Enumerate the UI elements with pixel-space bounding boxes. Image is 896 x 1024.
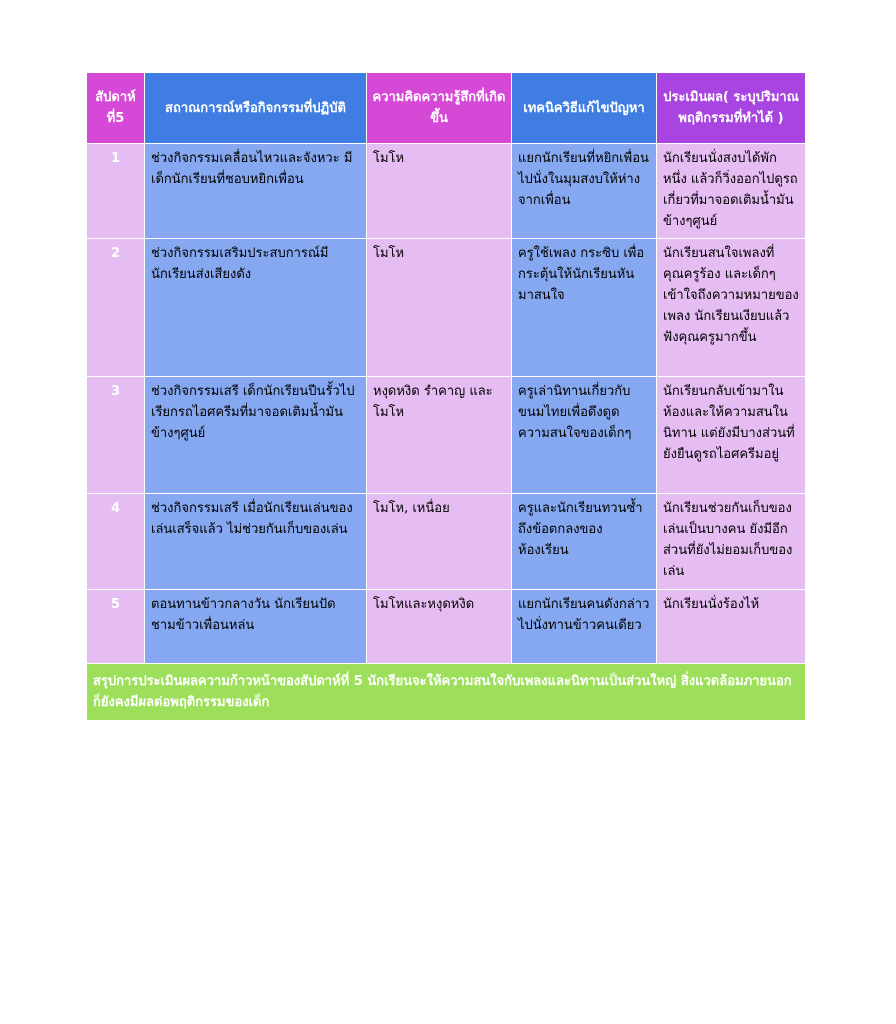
- technique-cell: แยกนักเรียนคนดังกล่าวไปนั่งทานข้าวคนเดียว: [512, 590, 657, 664]
- header-feeling: ความคิดความรู้สึกที่เกิดขึ้น: [367, 73, 512, 144]
- evaluation-cell: นักเรียนกลับเข้ามาในห้องและให้ความสนในนิทาน แต่ยังมีบางส่วนที่ยังยืนดูรถไอศครีมอยู่: [657, 377, 806, 494]
- technique-cell: ครูเล่านิทานเกี่ยวกับขนมไทยเพื่อดึงดูดความสนใจของเด็กๆ: [512, 377, 657, 494]
- feeling-cell: โมโหและหงุดหงิด: [367, 590, 512, 664]
- week-number: 3: [87, 377, 145, 494]
- situation-cell: ช่วงกิจกรรมเสรี เมื่อนักเรียนเล่นของเล่นเสร็จแล้ว ไม่ช่วยกันเก็บของเล่น: [145, 494, 367, 590]
- feeling-cell: โมโห, เหนื่อย: [367, 494, 512, 590]
- technique-cell: ครูใช้เพลง กระซิบ เพื่อกระตุ้นให้นักเรียนหันมาสนใจ: [512, 239, 657, 377]
- weekly-report-table: [86, 72, 806, 721]
- evaluation-cell: นักเรียนนั่งร้องไห้: [657, 590, 806, 664]
- weekly-report-sheet: [86, 72, 805, 721]
- situation-cell: ตอนทานข้าวกลางวัน นักเรียนปัดชามข้าวเพื่อนหล่น: [145, 590, 367, 664]
- table-row: [87, 377, 806, 494]
- table-row: [87, 144, 806, 239]
- week-number: 5: [87, 590, 145, 664]
- technique-cell: ครูและนักเรียนทวนซ้ำถึงข้อตกลงของห้องเรียน: [512, 494, 657, 590]
- feeling-cell: หงุดหงิด รำคาญ และโมโห: [367, 377, 512, 494]
- technique-cell: แยกนักเรียนที่หยิกเพื่อนไปนั่งในมุมสงบให้ห่างจากเพื่อน: [512, 144, 657, 239]
- table-row: [87, 590, 806, 664]
- summary-text: สรุปการประเมินผลความก้าวหน้าของสัปดาห์ที่ 5 นักเรียนจะให้ความสนใจกับเพลงและนิทานเป็นส่วนใหญ่ สิ่งแวดล้อมภายนอกก็ยังคงมีผลต่อพฤติกรรมของเด็ก: [87, 664, 806, 721]
- situation-cell: ช่วงกิจกรรมเคลื่อนไหวและจังหวะ มีเด็กนักเรียนที่ชอบหยิกเพื่อน: [145, 144, 367, 239]
- table-row: [87, 239, 806, 377]
- summary-row: [87, 664, 806, 721]
- header-week: สัปดาห์ที่5: [87, 73, 145, 144]
- week-number: 2: [87, 239, 145, 377]
- situation-cell: ช่วงกิจกรรมเสรี เด็กนักเรียนปีนรั้วไปเรียกรถไอศครีมที่มาจอดเติมน้ำมันข้างๆศูนย์: [145, 377, 367, 494]
- feeling-cell: โมโห: [367, 144, 512, 239]
- header-situation: สถาณการณ์หรือกิจกรรมที่ปฏิบัติ: [145, 73, 367, 144]
- evaluation-cell: นักเรียนสนใจเพลงที่คุณครูร้อง และเด็กๆเข้าใจถึงความหมายของเพลง นักเรียนเงียบแล้วฟังคุณครูมากขึ้น: [657, 239, 806, 377]
- evaluation-cell: นักเรียนนั่งสงบได้พักหนึ่ง แล้วก็วิ่งออกไปดูรถเกี่ยวที่มาจอดเติมน้ำมันข้างๆศูนย์: [657, 144, 806, 239]
- header-technique: เทคนิควิธีแก้ไขปัญหา: [512, 73, 657, 144]
- week-number: 4: [87, 494, 145, 590]
- feeling-cell: โมโห: [367, 239, 512, 377]
- table-header-row: [87, 73, 806, 144]
- evaluation-cell: นักเรียนช่วยกันเก็บของเล่นเป็นบางคน ยังมีอีกส่วนที่ยังไม่ยอมเก็บของเล่น: [657, 494, 806, 590]
- week-number: 1: [87, 144, 145, 239]
- header-evaluation: ประเมินผล( ระบุปริมาณพฤติกรรมที่ทำได้ ): [657, 73, 806, 144]
- table-row: [87, 494, 806, 590]
- situation-cell: ช่วงกิจกรรมเสริมประสบการณ์มีนักเรียนส่งเสียงดัง: [145, 239, 367, 377]
